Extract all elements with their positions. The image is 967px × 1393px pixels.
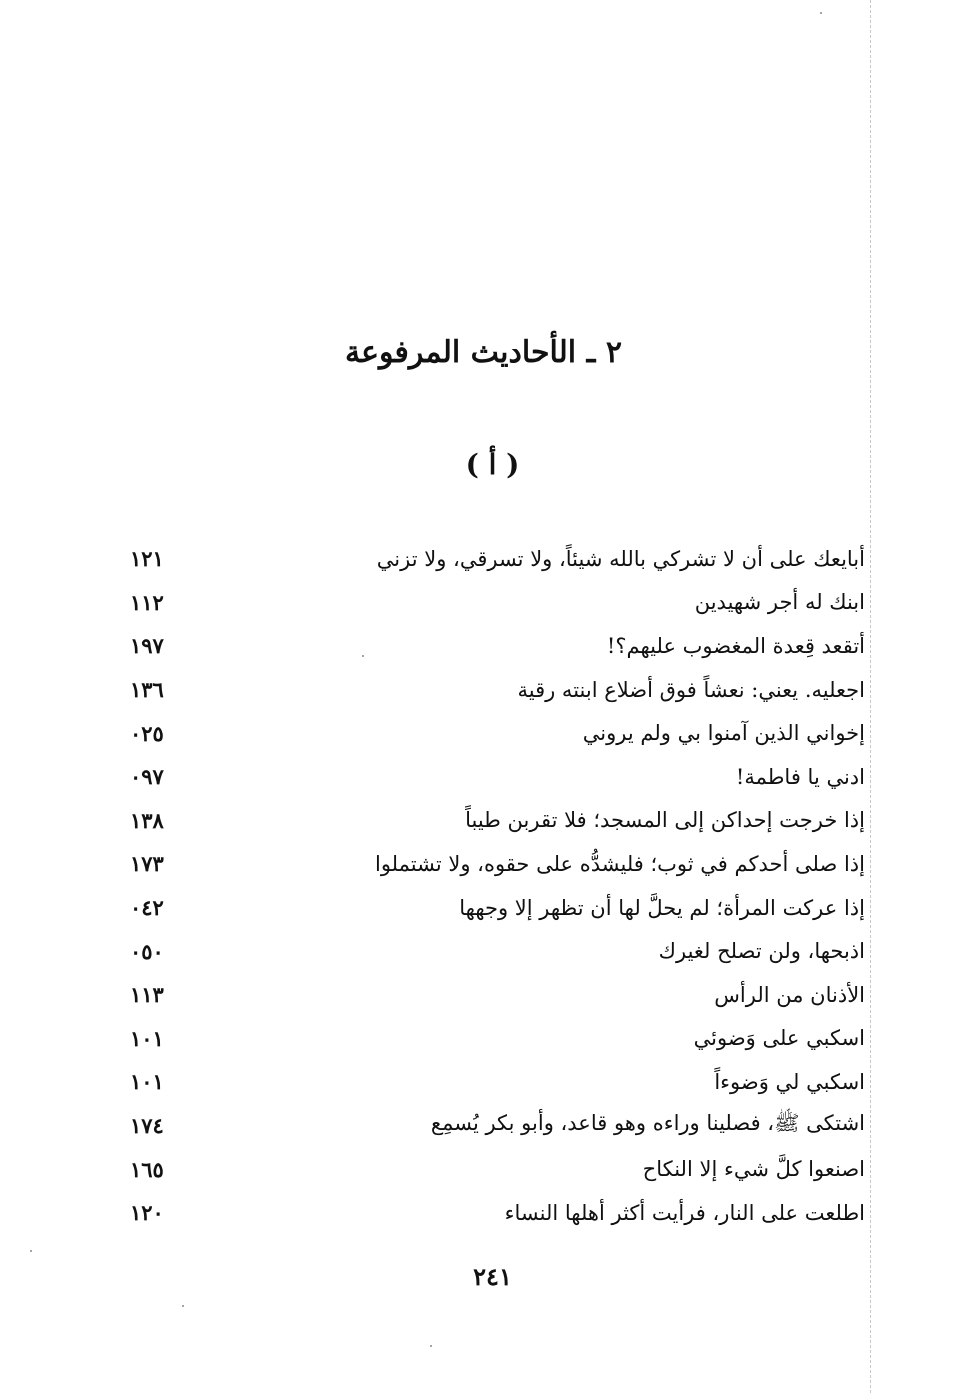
letter-heading: ( أ ) bbox=[465, 448, 520, 481]
index-entry bbox=[120, 842, 865, 886]
hadith-index-list bbox=[120, 537, 865, 1235]
entry-text: اسكبي على وَضوئي bbox=[693, 1026, 865, 1051]
entry-text: اطلعت على النار، فرأيت أكثر أهلها النساء bbox=[504, 1200, 865, 1225]
scan-speck bbox=[182, 1305, 184, 1307]
index-entry bbox=[120, 537, 865, 581]
index-entry bbox=[120, 581, 865, 625]
entry-page-number: ١٠١ bbox=[130, 1069, 164, 1095]
entry-page-number: ٠٢٥ bbox=[130, 720, 164, 746]
entry-page-number: ٠٩٧ bbox=[130, 764, 164, 790]
index-entry bbox=[120, 711, 865, 755]
entry-page-number: ١٢١ bbox=[130, 546, 164, 572]
entry-text: أتقعد قِعدة المغضوب عليهم؟! bbox=[606, 633, 865, 658]
index-entry bbox=[120, 668, 865, 712]
entry-page-number: ١١٢ bbox=[130, 589, 164, 615]
index-entry bbox=[120, 886, 865, 930]
scan-speck bbox=[30, 1250, 32, 1252]
entry-page-number: ١٠١ bbox=[130, 1025, 164, 1051]
entry-page-number: ١٩٧ bbox=[130, 633, 164, 659]
index-entry bbox=[120, 624, 865, 668]
entry-page-number: ١٧٤ bbox=[130, 1113, 164, 1139]
scan-speck bbox=[820, 12, 822, 14]
index-entry bbox=[120, 799, 865, 843]
entry-page-number: ١٧٣ bbox=[130, 851, 164, 877]
entry-text: الأذنان من الرأس bbox=[714, 982, 865, 1007]
index-entry bbox=[120, 755, 865, 799]
entry-page-number: ١١٣ bbox=[130, 982, 164, 1008]
entry-text: اصنعوا كلَّ شيء إلا النكاح bbox=[642, 1157, 865, 1182]
entry-page-number: ٠٥٠ bbox=[130, 938, 164, 964]
scan-speck bbox=[430, 1345, 432, 1347]
entry-text: اذبحها، ولن تصلح لغيرك bbox=[658, 939, 865, 964]
entry-text: اسكبي لي وَضوءاً bbox=[714, 1069, 865, 1094]
entry-page-number: ١٣٦ bbox=[130, 677, 164, 703]
index-entry bbox=[120, 973, 865, 1017]
index-entry bbox=[120, 1104, 865, 1148]
index-entry bbox=[120, 1191, 865, 1235]
entry-text: ادني يا فاطمة! bbox=[735, 764, 865, 789]
entry-text: إذا عركت المرأة؛ لم يحلَّ لها أن تظهر إلا وجهها bbox=[459, 895, 865, 920]
index-entry bbox=[120, 929, 865, 973]
entry-text: أبايعك على أن لا تشركي بالله شيئاً، ولا تسرقي، ولا تزني bbox=[376, 546, 865, 571]
entry-page-number: ٠٤٢ bbox=[130, 895, 164, 921]
entry-text: اشتكى ﷺ، فصلينا وراءه وهو قاعد، وأبو بكر يُسمِع bbox=[430, 1111, 865, 1136]
entry-text: إخواني الذين آمنوا بي ولم يروني bbox=[582, 721, 865, 746]
page-number: ٢٤١ bbox=[473, 1262, 512, 1291]
index-entry bbox=[120, 1147, 865, 1191]
entry-text: ابنك له أجر شهيدين bbox=[694, 590, 865, 615]
entry-page-number: ١٢٠ bbox=[130, 1200, 164, 1226]
index-entry bbox=[120, 1060, 865, 1104]
section-title: ٢ ـ الأحاديث المرفوعة bbox=[345, 335, 622, 370]
entry-text: إذا خرجت إحداكن إلى المسجد؛ فلا تقربن طيباً bbox=[465, 808, 865, 833]
index-entry bbox=[120, 1017, 865, 1061]
entry-text: اجعليه. يعني: نعشاً فوق أضلاع ابنته رقية bbox=[517, 677, 865, 702]
entry-text: إذا صلى أحدكم في ثوب؛ فليشدُّه على حقوه، ولا تشتملوا bbox=[375, 851, 865, 876]
entry-page-number: ١٦٥ bbox=[130, 1156, 164, 1182]
entry-page-number: ١٣٨ bbox=[130, 807, 164, 833]
scan-edge-line bbox=[870, 0, 871, 1393]
